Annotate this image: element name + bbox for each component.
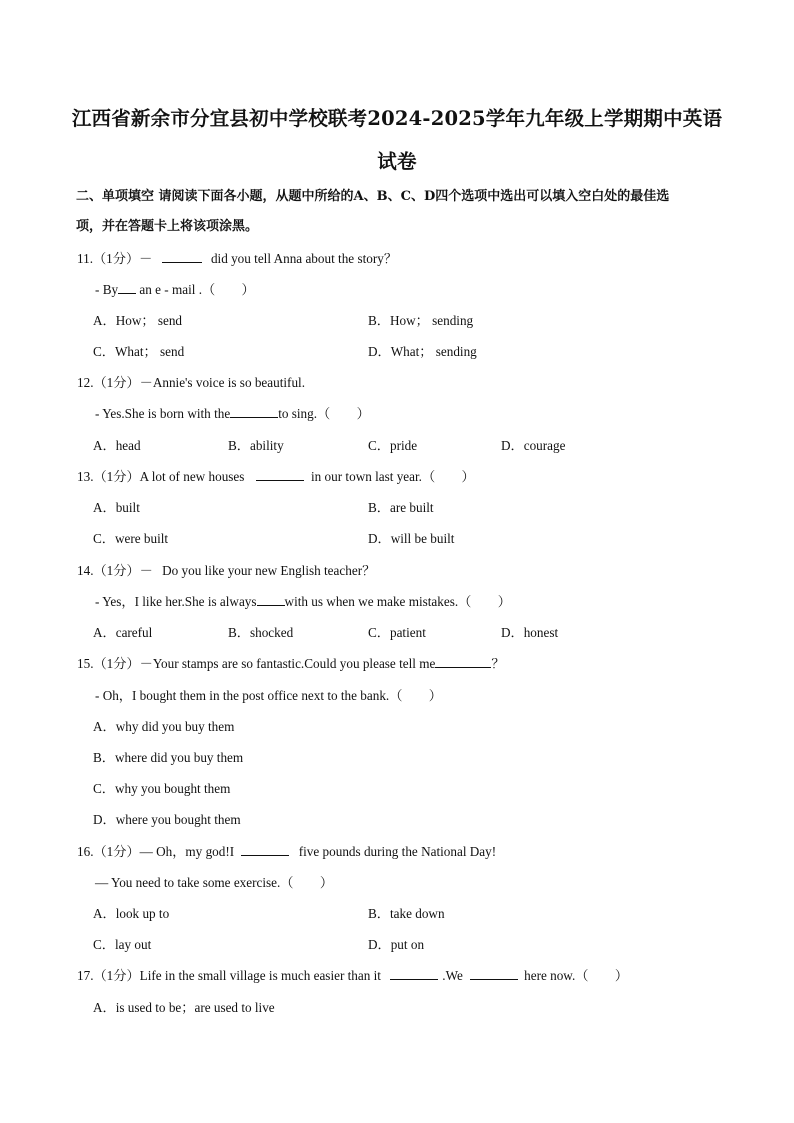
question-11-option-d[interactable]: D．What； sending: [368, 344, 477, 359]
question-11-stem: [77, 248, 397, 267]
question-14-prefix: 14.（1分）－: [77, 563, 153, 578]
answer-blank: [230, 406, 278, 418]
question-12-stem: [77, 372, 305, 391]
answer-blank: [241, 844, 289, 856]
question-11-dialog-start: - By: [95, 282, 119, 297]
question-11-dialog-end: an e - mail .（ ）: [139, 282, 255, 297]
question-15-prefix: 15.（1分）: [77, 656, 140, 671]
question-13-option-c[interactable]: C．were built: [93, 531, 169, 546]
exam-title-line2: 试卷: [377, 150, 417, 173]
question-12-dialog-start: - Yes.She is born with the: [95, 406, 231, 421]
question-12-prefix: 12.（1分）: [77, 375, 140, 390]
question-15-option-b[interactable]: B．where did you buy them: [93, 750, 244, 765]
question-15-option-d[interactable]: D．where you bought them: [93, 812, 241, 827]
question-13-text-end: in our town last year.（ ）: [311, 469, 475, 484]
question-14-option-d[interactable]: D．honest: [501, 625, 559, 640]
question-17-option-a[interactable]: A．is used to be；are used to live: [93, 1000, 275, 1015]
question-14-option-a[interactable]: A．careful: [93, 625, 153, 640]
section-instruction-line1: 二、单项填空 请阅读下面各小题，从题中所给的A、B、C、D四个选项中选出可以填入空白处的最佳选: [76, 189, 670, 204]
question-15-text-start: －Your stamps are so fantastic.Could you please tell me: [139, 656, 436, 671]
question-15-stem: [77, 653, 505, 672]
answer-blank: [390, 968, 438, 980]
question-14-option-b[interactable]: B．shocked: [228, 625, 294, 640]
answer-blank: [470, 968, 518, 980]
question-14-stem: [77, 560, 375, 579]
question-14-text: Do you like your new English teacher？: [162, 563, 376, 578]
question-13-stem: [77, 466, 475, 485]
question-13-option-a[interactable]: A．built: [93, 500, 140, 515]
answer-blank: [256, 469, 304, 481]
answer-blank: [162, 251, 202, 263]
question-12-option-a[interactable]: A．head: [93, 438, 141, 453]
question-11-prefix: 11.（1分）－: [77, 251, 153, 266]
question-15-option-a[interactable]: A．why did you buy them: [93, 719, 235, 734]
question-16-option-d[interactable]: D．put on: [368, 937, 425, 952]
question-12-dialog-end: to sing.（ ）: [278, 406, 370, 421]
question-13-text-start: A lot of new houses: [139, 469, 245, 484]
question-11-option-a[interactable]: A．How； send: [93, 313, 183, 328]
question-12-option-d[interactable]: D．courage: [501, 438, 566, 453]
question-15-dialog: - Oh，I bought them in the post office next to the bank.（ ）: [95, 688, 442, 703]
question-14-dialog-end: with us when we make mistakes.（ ）: [284, 594, 511, 609]
question-16-prefix: 16.（1分）: [77, 844, 140, 859]
question-13-option-b[interactable]: B．are built: [368, 500, 434, 515]
question-16-option-c[interactable]: C．lay out: [93, 937, 152, 952]
question-16-text-end: five pounds during the National Day!: [298, 844, 497, 859]
question-16-dialog: — You need to take some exercise.（ ）: [95, 875, 334, 890]
question-11-option-c[interactable]: C．What； send: [93, 344, 185, 359]
question-12-option-b[interactable]: B．ability: [228, 438, 284, 453]
question-12-dialog: [95, 403, 370, 422]
question-16-text-start: — Oh，my god!I: [139, 844, 235, 859]
question-16-option-a[interactable]: A．look up to: [93, 906, 170, 921]
question-17-text-mid: .We: [442, 968, 463, 983]
answer-blank: [257, 594, 285, 606]
question-14-option-c[interactable]: C．patient: [368, 625, 426, 640]
answer-blank: [435, 656, 491, 668]
question-17-text-start: Life in the small village is much easier than it: [139, 968, 381, 983]
question-17-stem: [77, 965, 628, 984]
question-14-dialog: [95, 591, 511, 610]
question-11-option-b[interactable]: B．How； sending: [368, 313, 474, 328]
question-17-text-end: here now.（ ）: [524, 968, 629, 983]
question-12-option-c[interactable]: C．pride: [368, 438, 418, 453]
section-instruction-line2: 项，并在答题卡上将该项涂黑。: [76, 219, 259, 234]
exam-title-line1: 江西省新余市分宜县初中学校联考2024-2025学年九年级上学期期中英语: [71, 107, 723, 130]
question-16-option-b[interactable]: B．take down: [368, 906, 445, 921]
question-13-option-d[interactable]: D．will be built: [368, 531, 455, 546]
question-15-text-end: ？: [491, 656, 505, 671]
question-14-dialog-start: - Yes，I like her.She is always: [95, 594, 257, 609]
question-11-text: did you tell Anna about the story？: [210, 251, 398, 266]
question-15-option-c[interactable]: C．why you bought them: [93, 781, 231, 796]
question-16-stem: [77, 841, 496, 860]
answer-blank: [118, 282, 136, 294]
question-11-dialog: [95, 279, 255, 298]
question-17-prefix: 17.（1分）: [77, 968, 140, 983]
question-13-prefix: 13.（1分）: [77, 469, 140, 484]
question-12-text: －Annie's voice is so beautiful.: [139, 375, 305, 390]
